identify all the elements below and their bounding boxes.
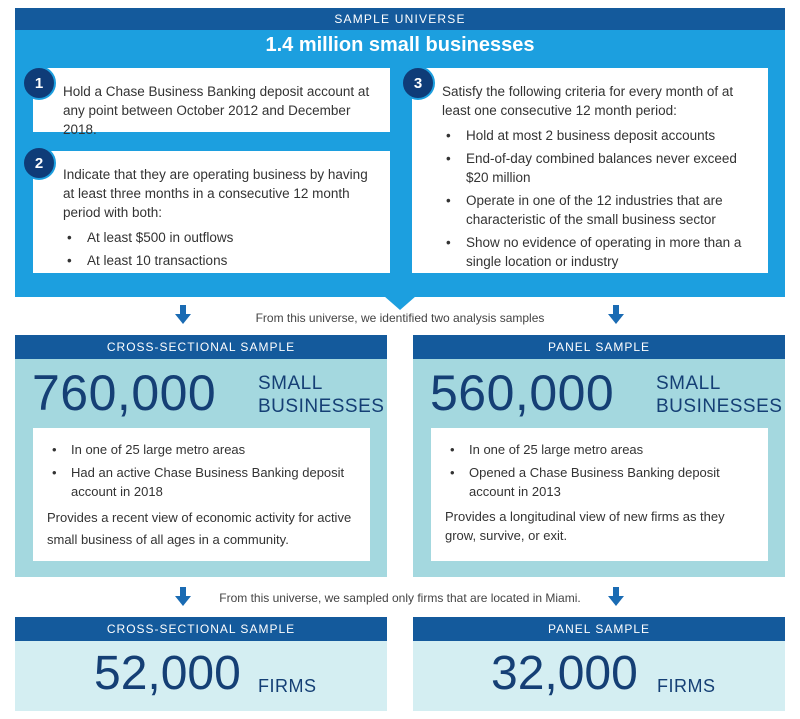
list-item: • End-of-day combined balances never exceed $20 million: [442, 149, 754, 187]
criterion-2-list: [63, 228, 376, 270]
down-arrow-icon: [608, 587, 624, 607]
criterion-3-card: [412, 68, 768, 273]
miami-cross-sectional-count: 52,000: [94, 647, 241, 700]
criterion-3-text: Satisfy the following criteria for every month of at least one consecutive 12 month period:: [442, 84, 734, 118]
criterion-2-text: Indicate that they are operating business by having at least three months in a consecutive 12 month period with both:: [63, 167, 368, 220]
list-item: • Had an active Chase Business Banking deposit account in 2018: [47, 463, 358, 501]
panel-card: [431, 428, 768, 561]
panel-header: PANEL SAMPLE: [413, 335, 785, 359]
label-line: SMALL: [258, 373, 323, 394]
criterion-1-text: Hold a Chase Business Banking deposit account at any point between October 2012 and December 2018.: [63, 84, 370, 137]
universe-title: 1.4 million small businesses: [265, 34, 535, 56]
panel-count: 560,000: [430, 365, 615, 421]
list-item: • In one of 25 large metro areas: [47, 440, 358, 459]
miami-panel-unit: FIRMS: [657, 676, 716, 696]
note-miami: From this universe, we sampled only firms that are located in Miami.: [219, 591, 581, 605]
note-analysis-samples: From this universe, we identified two analysis samples: [255, 311, 545, 325]
cross-sectional-summary: Provides a recent view of economic activity for active small business of all ages in a community.: [47, 510, 352, 547]
label-line: BUSINESSES: [656, 396, 783, 417]
miami-panel-count: 32,000: [491, 647, 638, 700]
label-line: BUSINESSES: [258, 396, 385, 417]
down-arrow-icon: [175, 305, 191, 325]
list-item: • At least $500 in outflows: [63, 228, 376, 247]
down-arrow-icon: [175, 587, 191, 607]
list-item: • In one of 25 large metro areas: [445, 440, 756, 459]
list-item: • Show no evidence of operating in more than a single location or industry: [442, 233, 754, 271]
criterion-1-badge: 1: [22, 66, 56, 100]
panel-label: [656, 372, 782, 418]
list-item: • Opened a Chase Business Banking deposit account in 2013: [445, 463, 756, 501]
criterion-3-list: [442, 126, 754, 271]
cross-sectional-label: [258, 372, 384, 418]
criterion-2-card: [33, 151, 390, 273]
criterion-2-badge: 2: [22, 146, 56, 180]
universe-pointer: [384, 296, 416, 310]
criterion-3-badge: 3: [401, 66, 435, 100]
list-item: • Operate in one of the 12 industries that are characteristic of the small business sector: [442, 191, 754, 229]
miami-cross-sectional-header: CROSS-SECTIONAL SAMPLE: [15, 617, 387, 641]
panel-list: [445, 440, 756, 501]
criterion-1-card: [33, 68, 390, 137]
label-line: SMALL: [656, 373, 721, 394]
miami-panel-header: PANEL SAMPLE: [413, 617, 785, 641]
list-item: • Hold at most 2 business deposit accounts: [442, 126, 754, 145]
miami-cross-sectional-unit: FIRMS: [258, 676, 317, 696]
down-arrow-icon: [608, 305, 624, 325]
universe-header: SAMPLE UNIVERSE: [15, 8, 785, 30]
cross-sectional-header: CROSS-SECTIONAL SAMPLE: [15, 335, 387, 359]
panel-summary: Provides a longitudinal view of new firms as they grow, survive, or exit.: [445, 509, 725, 543]
cross-sectional-card: [33, 428, 370, 561]
list-item: • At least 10 transactions: [63, 251, 376, 270]
cross-sectional-list: [47, 440, 358, 501]
cross-sectional-count: 760,000: [32, 365, 217, 421]
